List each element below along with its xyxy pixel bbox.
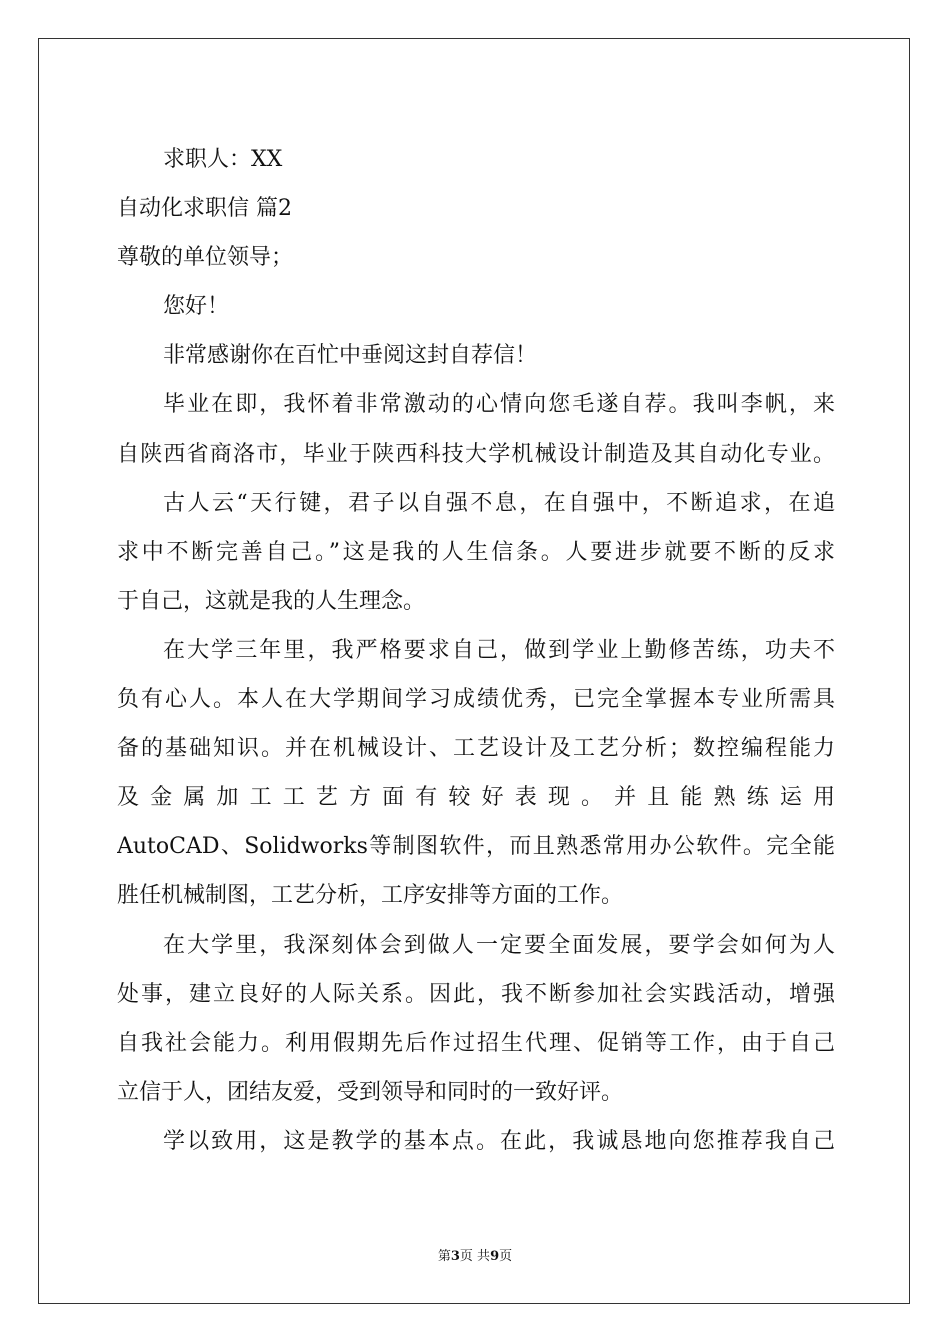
- line-12: 负有心人。本人在大学期间学习成绩优秀，已完全掌握本专业所需具: [117, 687, 835, 713]
- document-body: [117, 135, 835, 1166]
- line-14: 及金属加工工艺方面有较好表现。并且能熟练运用: [117, 785, 835, 811]
- line-19: 自我社会能力。利用假期先后作过招生代理、促销等工作，由于自己: [117, 1030, 835, 1056]
- footer-page-number: 3: [450, 1249, 460, 1264]
- footer-mid: 页 共: [459, 1249, 491, 1264]
- line-6: 毕业在即，我怀着非常激动的心情向您毛遂自荐。我叫李帆，来: [163, 392, 835, 418]
- line-2: 自动化求职信 篇2: [117, 196, 292, 222]
- line-15: AutoCAD、Solidworks等制图软件，而且熟悉常用办公软件。完全能: [117, 834, 835, 860]
- line-1: 求职人：XX: [163, 147, 283, 172]
- line-21: 学以致用，这是教学的基本点。在此，我诚恳地向您推荐我自己: [163, 1128, 835, 1154]
- line-5: 非常感谢你在百忙中垂阅这封自荐信！: [163, 343, 538, 369]
- line-16: 胜任机械制图，工艺分析，工序安排等方面的工作。: [117, 883, 624, 909]
- line-18: 处事，建立良好的人际关系。因此，我不断参加社会实践活动，增强: [117, 981, 835, 1007]
- line-4: 您好！: [163, 294, 230, 320]
- line-11: 在大学三年里，我严格要求自己，做到学业上勤修苦练，功夫不: [163, 637, 835, 663]
- line-9: 求中不断完善自己。”这是我的人生信条。人要进步就要不断的反求: [117, 539, 835, 565]
- line-8: 古人云“天行键，君子以自强不息，在自强中，不断追求，在追: [163, 490, 835, 516]
- line-17: 在大学里，我深刻体会到做人一定要全面发展，要学会如何为人: [163, 932, 835, 958]
- footer-prefix: 第: [437, 1249, 451, 1264]
- line-7: 自陕西省商洛市，毕业于陕西科技大学机械设计制造及其自动化专业。: [117, 441, 835, 467]
- page-footer: [0, 1245, 950, 1264]
- footer-total-pages: 9: [490, 1249, 500, 1264]
- footer-suffix: 页: [499, 1249, 513, 1264]
- line-3: 尊敬的单位领导；: [117, 245, 294, 271]
- line-10: 于自己，这就是我的人生理念。: [117, 588, 426, 614]
- line-20: 立信于人，团结友爱，受到领导和同时的一致好评。: [117, 1079, 624, 1105]
- line-13: 备的基础知识。并在机械设计、工艺设计及工艺分析；数控编程能力: [117, 736, 835, 762]
